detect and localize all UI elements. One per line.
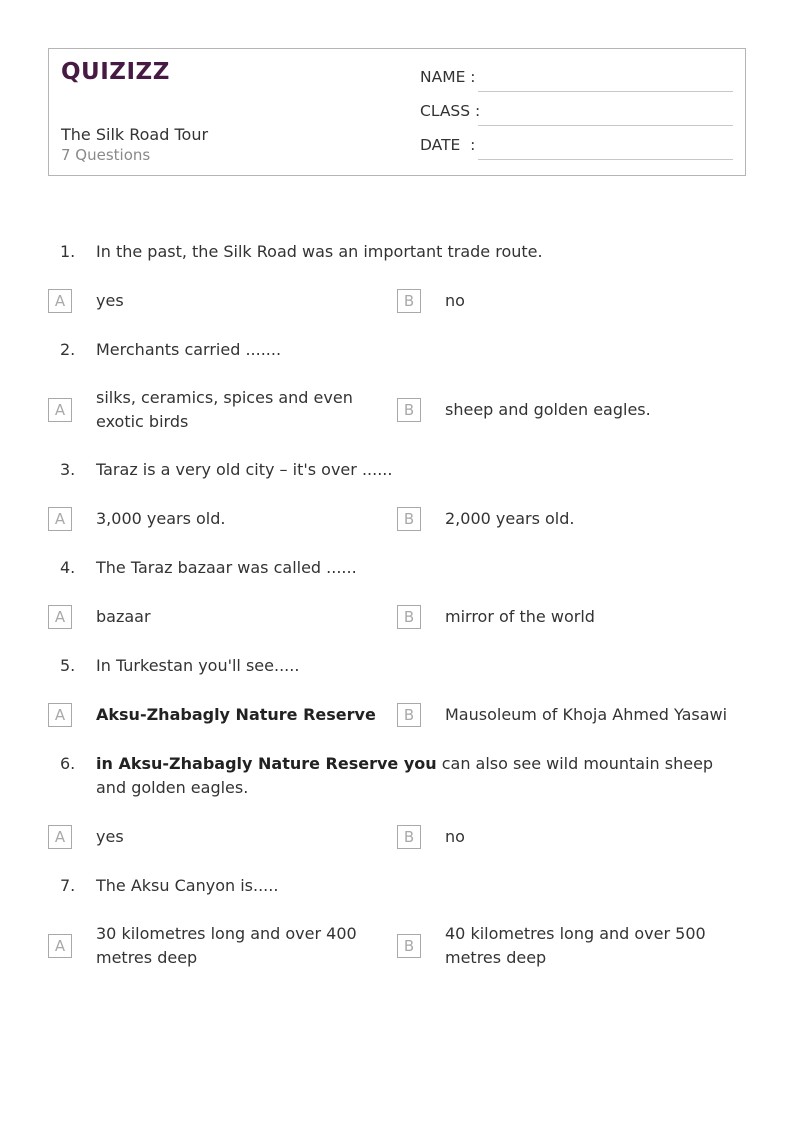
option-a-box[interactable]: A: [48, 825, 72, 849]
name-label: NAME :: [420, 68, 476, 86]
option-a-box[interactable]: A: [48, 507, 72, 531]
option-b-text: 40 kilometres long and over 500 metres deep: [445, 924, 706, 967]
question-text: [96, 752, 736, 800]
option-a-box[interactable]: A: [48, 289, 72, 313]
option-b-text: mirror of the world: [445, 607, 595, 626]
option-b-box[interactable]: B: [397, 825, 421, 849]
question-text-bold: in Aksu-Zhabagly Nature Reserve you: [96, 754, 437, 773]
option-b-text: Mausoleum of Khoja Ahmed Yasawi: [445, 705, 728, 724]
option-a-text: yes: [96, 291, 124, 310]
option-b-text: no: [445, 291, 465, 310]
class-line: [478, 125, 733, 126]
question-text-rest: can also see wild mountain sheep and golden eagles.: [96, 754, 714, 797]
quizizz-logo: QUIZIZZ: [61, 59, 170, 85]
date-field[interactable]: [420, 136, 735, 160]
option-a-box[interactable]: A: [48, 398, 72, 422]
question-text: The Taraz bazaar was called ......: [96, 558, 357, 577]
name-line: [478, 91, 733, 92]
class-label: CLASS :: [420, 102, 481, 120]
option-b-box[interactable]: B: [397, 398, 421, 422]
name-field[interactable]: [420, 68, 735, 92]
question-text: In the past, the Silk Road was an important trade route.: [96, 242, 543, 261]
date-line: [478, 159, 733, 160]
option-b-box[interactable]: B: [397, 703, 421, 727]
question-count: 7 Questions: [61, 146, 151, 164]
question-number: 4.: [60, 558, 76, 577]
date-label: DATE :: [420, 136, 476, 154]
question-text: In Turkestan you'll see.....: [96, 656, 300, 675]
option-a-text: yes: [96, 827, 124, 846]
option-a-text: bazaar: [96, 607, 151, 626]
option-a-box[interactable]: A: [48, 934, 72, 958]
option-b-text: 2,000 years old.: [445, 509, 575, 528]
option-b-box[interactable]: B: [397, 605, 421, 629]
option-a-text: 30 kilometres long and over 400 metres deep: [96, 924, 357, 967]
option-b-text: no: [445, 827, 465, 846]
option-b-box[interactable]: B: [397, 289, 421, 313]
question-number: 6.: [60, 754, 76, 773]
option-b-text: sheep and golden eagles.: [445, 400, 651, 419]
question-text: The Aksu Canyon is.....: [96, 876, 279, 895]
class-field[interactable]: [420, 102, 735, 126]
option-b-box[interactable]: B: [397, 507, 421, 531]
option-a-text: silks, ceramics, spices and even exotic birds: [96, 388, 353, 431]
question-text: Taraz is a very old city – it's over ......: [96, 460, 393, 479]
question-text: Merchants carried .......: [96, 340, 282, 359]
option-a-box[interactable]: A: [48, 605, 72, 629]
option-b-box[interactable]: B: [397, 934, 421, 958]
option-a-text: Aksu-Zhabagly Nature Reserve: [96, 705, 376, 724]
question-number: 3.: [60, 460, 76, 479]
quiz-title: The Silk Road Tour: [61, 125, 209, 144]
question-number: 7.: [60, 876, 76, 895]
worksheet-header: [48, 48, 746, 176]
question-number: 2.: [60, 340, 76, 359]
question-number: 5.: [60, 656, 76, 675]
question-number: 1.: [60, 242, 76, 261]
option-a-box[interactable]: A: [48, 703, 72, 727]
option-a-text: 3,000 years old.: [96, 509, 226, 528]
